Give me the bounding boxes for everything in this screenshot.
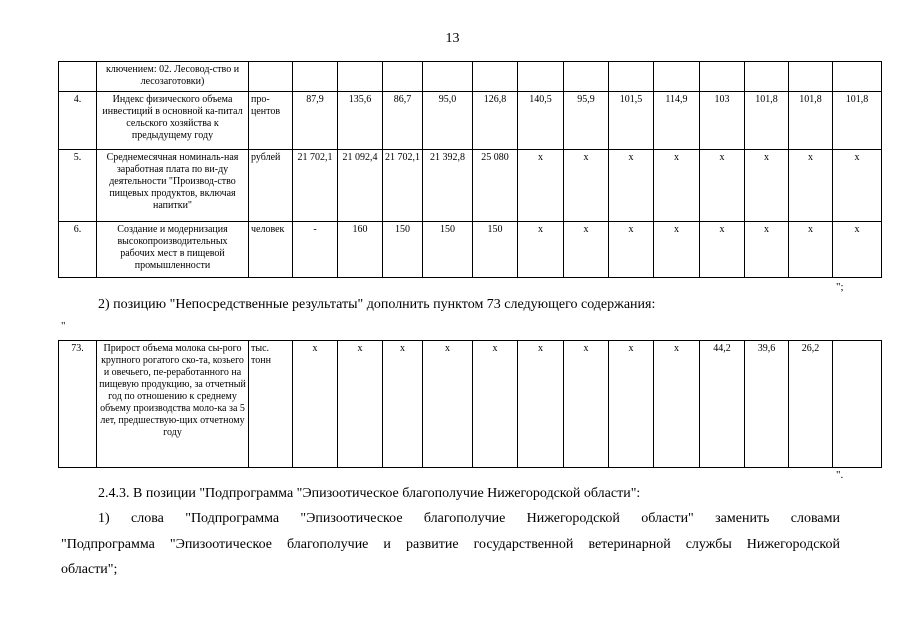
row-number: 4. xyxy=(59,92,97,150)
value-cell: x xyxy=(423,341,473,468)
value-cell: 87,9 xyxy=(293,92,338,150)
value-cell xyxy=(700,62,745,92)
value-cell: x xyxy=(473,341,518,468)
row-number: 73. xyxy=(59,341,97,468)
value-cell: 21 702,1 xyxy=(293,150,338,222)
indicators-table xyxy=(58,61,882,278)
value-cell xyxy=(293,62,338,92)
paragraph-replace-line2: "Подпрограмма "Эпизоотическое благополучие и развитие государственной ветеринарной службы Нижегородской xyxy=(61,537,840,552)
value-cell: 150 xyxy=(473,222,518,278)
page-number: 13 xyxy=(445,31,460,46)
value-cell: 86,7 xyxy=(383,92,423,150)
value-cell: x xyxy=(654,150,700,222)
value-cell: 140,5 xyxy=(518,92,564,150)
value-cell xyxy=(518,62,564,92)
value-cell xyxy=(473,62,518,92)
direct-results-table xyxy=(58,340,882,468)
value-cell: 21 392,8 xyxy=(423,150,473,222)
value-cell: x xyxy=(518,341,564,468)
value-cell: - xyxy=(293,222,338,278)
value-cell: 135,6 xyxy=(338,92,383,150)
value-cell: 39,6 xyxy=(745,341,789,468)
value-cell: 44,2 xyxy=(700,341,745,468)
value-cell: x xyxy=(654,341,700,468)
value-cell: x xyxy=(789,150,833,222)
value-cell: 103 xyxy=(700,92,745,150)
value-cell: x xyxy=(518,150,564,222)
value-cell xyxy=(833,341,882,468)
value-cell: 26,2 xyxy=(789,341,833,468)
value-cell: 101,5 xyxy=(609,92,654,150)
value-cell xyxy=(745,62,789,92)
paragraph-replace-line1: 1) слова "Подпрограмма "Эпизоотическое благополучие Нижегородской области" заменить словами xyxy=(98,511,840,526)
value-cell: x xyxy=(293,341,338,468)
unit-of-measure: рублей xyxy=(249,150,293,222)
table-row xyxy=(59,92,882,150)
table2-close-quote: ". xyxy=(836,469,844,481)
table-row xyxy=(59,150,882,222)
value-cell xyxy=(609,62,654,92)
value-cell: 126,8 xyxy=(473,92,518,150)
table1-close-quote: "; xyxy=(836,281,844,293)
value-cell xyxy=(654,62,700,92)
paragraph-section-243: 2.4.3. В позиции "Подпрограмма "Эпизоотическое благополучие Нижегородской области": xyxy=(98,486,641,501)
indicator-name: Индекс физического объема инвестиций в основной ка-питал сельского хозяйства к предыдущему году xyxy=(97,92,249,150)
value-cell: x xyxy=(700,222,745,278)
value-cell: x xyxy=(383,341,423,468)
value-cell: 95,9 xyxy=(564,92,609,150)
value-cell: x xyxy=(564,222,609,278)
unit-of-measure: человек xyxy=(249,222,293,278)
value-cell: x xyxy=(745,222,789,278)
value-cell: x xyxy=(609,341,654,468)
row-number xyxy=(59,62,97,92)
value-cell: x xyxy=(654,222,700,278)
paragraph-direct-results: 2) позицию "Непосредственные результаты" дополнить пунктом 73 следующего содержания: xyxy=(98,297,656,312)
value-cell: x xyxy=(609,150,654,222)
row-number: 6. xyxy=(59,222,97,278)
value-cell: 101,8 xyxy=(833,92,882,150)
value-cell: x xyxy=(833,150,882,222)
value-cell: x xyxy=(518,222,564,278)
value-cell xyxy=(564,62,609,92)
value-cell: x xyxy=(789,222,833,278)
value-cell: x xyxy=(564,341,609,468)
table-row xyxy=(59,341,882,468)
value-cell: x xyxy=(833,222,882,278)
value-cell: 101,8 xyxy=(745,92,789,150)
value-cell xyxy=(338,62,383,92)
row-number: 5. xyxy=(59,150,97,222)
value-cell: 101,8 xyxy=(789,92,833,150)
value-cell xyxy=(789,62,833,92)
value-cell: 95,0 xyxy=(423,92,473,150)
value-cell xyxy=(833,62,882,92)
value-cell: x xyxy=(564,150,609,222)
value-cell: x xyxy=(609,222,654,278)
value-cell: 25 080 xyxy=(473,150,518,222)
value-cell: x xyxy=(745,150,789,222)
table-row xyxy=(59,222,882,278)
table-row xyxy=(59,62,882,92)
value-cell: 21 092,4 xyxy=(338,150,383,222)
value-cell: x xyxy=(338,341,383,468)
value-cell: 160 xyxy=(338,222,383,278)
unit-of-measure: тыс. тонн xyxy=(249,341,293,468)
indicator-name: ключением: 02. Лесовод-ство и лесозаготовки) xyxy=(97,62,249,92)
paragraph-replace-line3: области"; xyxy=(61,562,118,577)
table2-open-quote: " xyxy=(61,320,66,332)
value-cell xyxy=(423,62,473,92)
indicator-name: Среднемесячная номиналь-ная заработная плата по ви-ду деятельности "Производ-ство пищевых продуктов, включая напитки" xyxy=(97,150,249,222)
value-cell: 21 702,1 xyxy=(383,150,423,222)
value-cell: x xyxy=(700,150,745,222)
unit-of-measure xyxy=(249,62,293,92)
value-cell: 150 xyxy=(423,222,473,278)
unit-of-measure: про-центов xyxy=(249,92,293,150)
value-cell xyxy=(383,62,423,92)
indicator-name: Создание и модернизация высокопроизводительных рабочих мест в пищевой промышленности xyxy=(97,222,249,278)
value-cell: 114,9 xyxy=(654,92,700,150)
value-cell: 150 xyxy=(383,222,423,278)
indicator-name: Прирост объема молока сы-рого крупного рогатого ско-та, козьего и овечьего, пе-реработанного на пищевую продукцию, за отчетный год по отношению к среднему объему производства моло-ка за 5 лет, предшествую-щих отчетному году xyxy=(97,341,249,468)
